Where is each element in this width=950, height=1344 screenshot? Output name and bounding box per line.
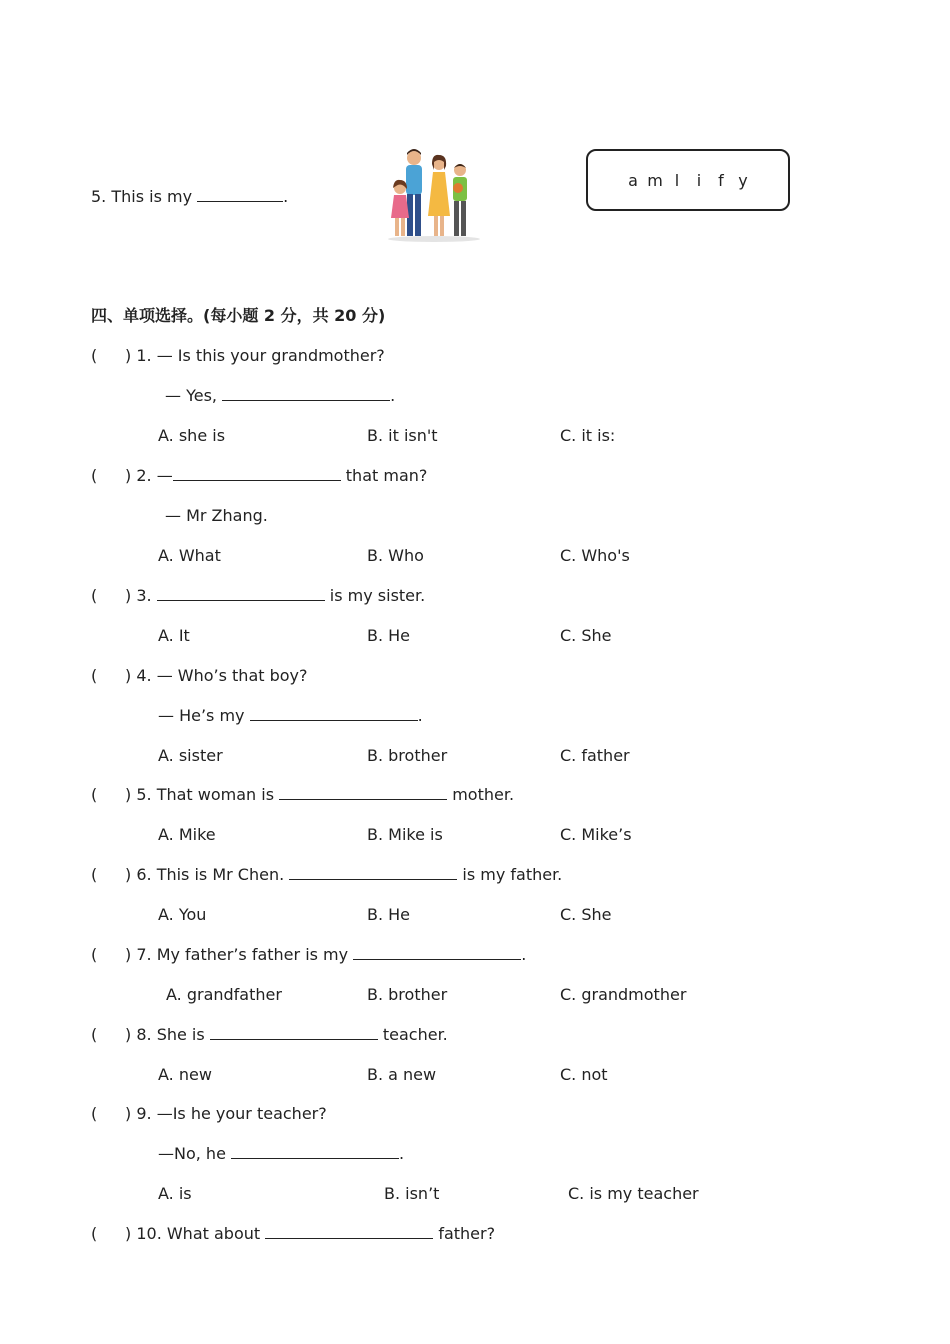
option-c[interactable]: C. father: [560, 746, 630, 765]
answer-paren[interactable]: (: [91, 865, 98, 884]
question-6: ( ) 6. This is Mr Chen. is my father.: [91, 865, 563, 884]
answer-blank[interactable]: [222, 386, 390, 401]
letter: m: [647, 170, 663, 190]
answer-blank[interactable]: [279, 785, 447, 800]
answer-paren[interactable]: (: [91, 785, 98, 804]
option-a[interactable]: A. What: [158, 546, 221, 565]
question-8: ( ) 8. She is teacher.: [91, 1025, 448, 1044]
answer-blank[interactable]: [289, 865, 457, 880]
question-4-reply: — He’s my .: [158, 706, 423, 725]
option-b[interactable]: B. brother: [367, 746, 448, 765]
question-4: ( ) 4. — Who’s that boy?: [91, 666, 308, 685]
question-5: ( ) 5. That woman is mother.: [91, 785, 515, 804]
letter: l: [674, 170, 680, 190]
option-b[interactable]: B. He: [367, 626, 411, 645]
question-2: ( ) 2. — that man?: [91, 466, 428, 485]
option-b[interactable]: B. isn’t: [384, 1184, 440, 1203]
question-10: ( ) 10. What about father?: [91, 1224, 496, 1243]
option-a[interactable]: A. she is: [158, 426, 226, 445]
option-b[interactable]: B. brother: [367, 985, 448, 1004]
answer-blank[interactable]: [157, 586, 325, 601]
option-b[interactable]: B. Mike is: [367, 825, 443, 844]
q5-line: 5. This is my .: [91, 187, 289, 206]
option-c[interactable]: C. is my teacher: [568, 1184, 699, 1203]
question-2-reply: — Mr Zhang.: [165, 506, 268, 525]
option-b[interactable]: B. Who: [367, 546, 424, 565]
answer-paren[interactable]: (: [91, 346, 98, 365]
question-1-reply: — Yes, .: [165, 386, 396, 405]
answer-blank[interactable]: [173, 466, 341, 481]
option-c[interactable]: C. it is:: [560, 426, 616, 445]
jumbled-letters-box: [586, 149, 790, 211]
option-c[interactable]: C. not: [560, 1065, 608, 1084]
option-c[interactable]: C. She: [560, 905, 612, 924]
answer-paren[interactable]: (: [91, 1224, 98, 1243]
answer-blank[interactable]: [210, 1025, 378, 1040]
option-c[interactable]: C. She: [560, 626, 612, 645]
letter: y: [738, 170, 748, 190]
option-a[interactable]: A. Mike: [158, 825, 216, 844]
option-c[interactable]: C. grandmother: [560, 985, 687, 1004]
option-b[interactable]: B. He: [367, 905, 411, 924]
answer-blank[interactable]: [353, 945, 521, 960]
letter: a: [628, 170, 638, 190]
question-3: ( ) 3. is my sister.: [91, 586, 426, 605]
option-a[interactable]: A. sister: [158, 746, 223, 765]
option-c[interactable]: C. Mike’s: [560, 825, 632, 844]
letter: f: [718, 170, 724, 190]
answer-paren[interactable]: (: [91, 1104, 98, 1123]
answer-paren[interactable]: (: [91, 586, 98, 605]
option-a[interactable]: A. is: [158, 1184, 192, 1203]
option-c[interactable]: C. Who's: [560, 546, 630, 565]
option-b[interactable]: B. it isn't: [367, 426, 438, 445]
answer-paren[interactable]: (: [91, 466, 98, 485]
answer-blank[interactable]: [265, 1224, 433, 1239]
section-title: 四、单项选择。(每小题 2 分，共 20 分): [91, 306, 386, 325]
question-1: ( ) 1. — Is this your grandmother?: [91, 346, 385, 365]
answer-blank[interactable]: [250, 706, 418, 721]
answer-blank[interactable]: [231, 1144, 399, 1159]
question-7: ( ) 7. My father’s father is my .: [91, 945, 527, 964]
answer-blank[interactable]: [197, 187, 283, 202]
answer-paren[interactable]: (: [91, 945, 98, 964]
option-a[interactable]: A. new: [158, 1065, 212, 1084]
option-a[interactable]: A. You: [158, 905, 207, 924]
option-a[interactable]: A. grandfather: [166, 985, 282, 1004]
letter: i: [696, 170, 702, 190]
question-9: ( ) 9. —Is he your teacher?: [91, 1104, 327, 1123]
question-9-reply: —No, he .: [158, 1144, 405, 1163]
q5-text: 5. This is my: [91, 187, 198, 206]
family-illustration-icon: [384, 144, 484, 244]
answer-paren[interactable]: (: [91, 1025, 98, 1044]
answer-paren[interactable]: (: [91, 666, 98, 685]
option-a[interactable]: A. It: [158, 626, 190, 645]
option-b[interactable]: B. a new: [367, 1065, 437, 1084]
